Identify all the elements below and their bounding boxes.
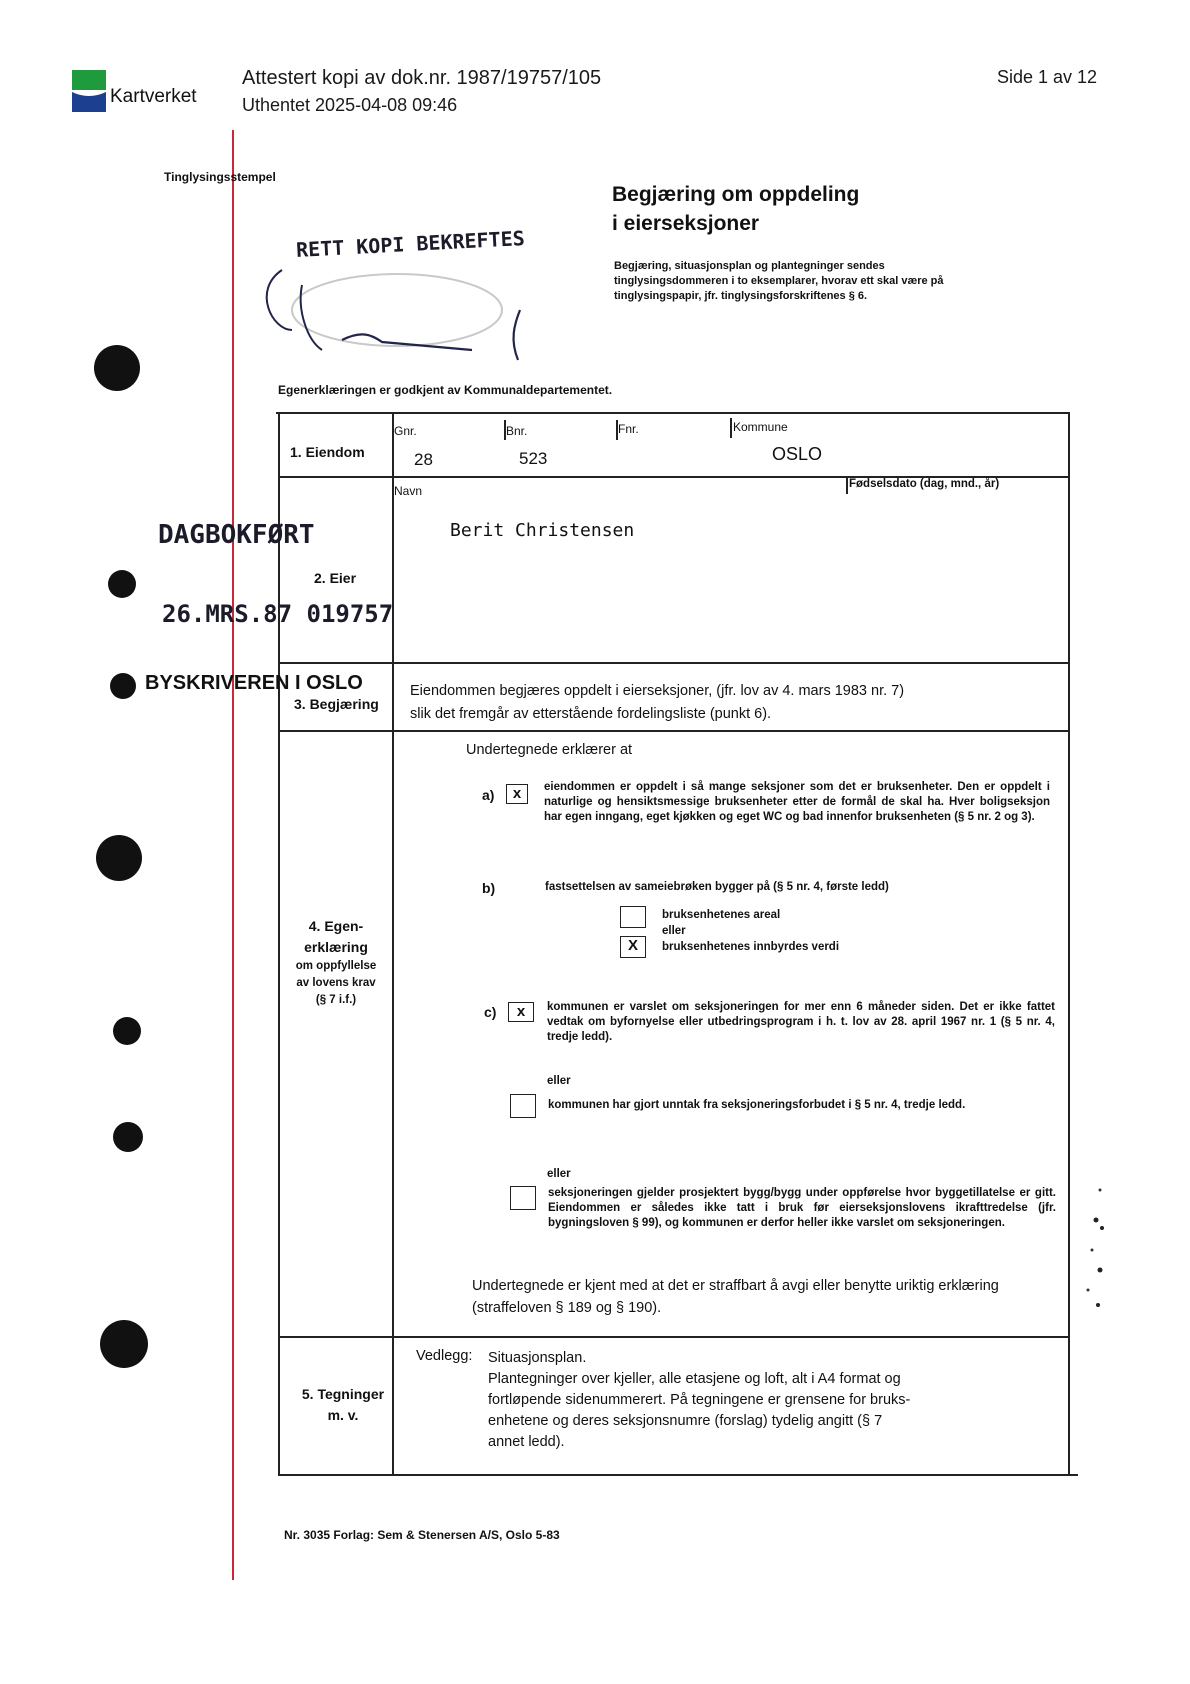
form-heading (612, 180, 859, 238)
table-border-top (276, 412, 1070, 414)
row-divider (278, 730, 1070, 732)
begjaering-line2: slik det fremgår av etterstående fordelingsliste (punkt 6). (410, 706, 772, 722)
field-divider (846, 478, 848, 494)
section1-label: 1. Eiendom (290, 444, 365, 460)
form-heading-line1: Begjæring om oppdeling (612, 183, 860, 206)
item-b-option2: bruksenhetenes innbyrdes verdi (662, 941, 840, 953)
item-a-checkbox[interactable]: x (506, 784, 528, 804)
item-c-eller-1: eller (547, 1075, 571, 1087)
section2-label: 2. Eier (314, 570, 357, 586)
item-b-letter: b) (482, 880, 496, 896)
form-intro: Begjæring, situasjonsplan og plantegninger sendes tinglysingsdommeren i to eksemplarer, hvorav ett skal være på tinglysingspapir, jfr. tinglysingsforskriftenes § 6. (614, 260, 944, 302)
form-heading-line2: i eierseksjoner (612, 212, 760, 235)
item-a-text: eiendommen er oppdelt i så mange seksjoner som det er bruksenheter. Den er oppdelt i naturlige og hensiktsmessige bruksenheter etter de formål de skal ha. Hver boligseksjon har egen inngang, eget kjøkken og eget WC og bad innenfor bruksenheten (§ 5 nr. 2 og 3). (544, 781, 1050, 823)
bnr-value: 523 (519, 449, 548, 468)
item-c-option3-checkbox[interactable] (510, 1186, 536, 1210)
item-c-option2-checkbox[interactable] (510, 1094, 536, 1118)
vedlegg-line1: Situasjonsplan. (488, 1350, 587, 1366)
section4-label-line1: 4. Egen- (308, 918, 364, 934)
punch-hole (96, 835, 142, 881)
section4-label-line4: av lovens krav (296, 977, 376, 989)
begjaering-text (410, 680, 904, 726)
punch-hole (100, 1320, 148, 1368)
punch-hole (113, 1017, 141, 1045)
section5-label-line2: m. v. (327, 1407, 359, 1423)
item-c-text: kommunen er varslet om seksjoneringen for mer enn 6 måneder siden. Det er ikke fattet vedtak om byfornyelse eller utbedringsprogram i h. t. lov av 28. april 1967 nr. 1 (§ 5 nr. 4, tredje ledd). (547, 1001, 1055, 1043)
item-c-option2: kommunen har gjort unntak fra seksjoneringsforbudet i § 5 nr. 4, tredje ledd. (548, 1099, 966, 1111)
section3-label: 3. Begjæring (294, 696, 379, 712)
bnr-label: Bnr. (506, 424, 528, 438)
fnr-label: Fnr. (618, 422, 639, 436)
vedlegg-line4: enhetene og deres seksjonsnumre (forslag) tydelig angitt (§ 7 (488, 1413, 883, 1429)
logo-text: Kartverket (110, 86, 197, 107)
kommune-label: Kommune (733, 420, 788, 434)
punch-hole (113, 1122, 143, 1152)
page-indicator: Side 1 av 12 (997, 67, 1098, 87)
form-footer: Nr. 3035 Forlag: Sem & Stenersen A/S, Oslo 5-83 (284, 1528, 560, 1542)
item-b-option2-checkbox[interactable]: X (620, 936, 646, 958)
item-a-letter: a) (482, 787, 495, 803)
dagbokfort-stamp: DAGBOKFØRT (158, 520, 315, 550)
section4-label-line2: erklæring (304, 939, 368, 955)
gnr-value: 28 (414, 450, 433, 469)
navn-label: Navn (394, 484, 423, 498)
section5-label-line1: 5. Tegninger (301, 1386, 385, 1402)
begjaering-line1: Eiendommen begjæres oppdelt i eierseksjoner, (jfr. lov av 4. mars 1983 nr. 7) (410, 683, 905, 699)
punch-hole (94, 345, 140, 391)
declaration-intro: Undertegnede erklærer at (466, 742, 633, 758)
section4-label (280, 916, 392, 1009)
item-c-letter: c) (484, 1004, 497, 1020)
item-c-checkbox[interactable]: x (508, 1002, 534, 1022)
section5-label (280, 1384, 406, 1426)
table-border-bottom (280, 1474, 1078, 1476)
byskriver-stamp: BYSKRIVEREN I OSLO (145, 672, 363, 694)
vedlegg-label: Vedlegg: (416, 1348, 473, 1364)
punch-hole (110, 673, 136, 699)
item-b-eller: eller (662, 925, 686, 937)
vedlegg-text (488, 1348, 910, 1453)
vedlegg-line2: Plantegninger over kjeller, alle etasjene og loft, alt i A4 format og (488, 1371, 901, 1387)
vedlegg-line5: annet ledd). (488, 1434, 565, 1450)
rett-kopi-stamp: RETT KOPI BEKREFTES (295, 226, 526, 262)
document-title: Attestert kopi av dok.nr. 1987/19757/105 (242, 67, 602, 89)
vedlegg-line3: fortløpende sidenummerert. På tegningene er grensene for bruks- (488, 1392, 911, 1408)
row-divider (278, 662, 1070, 664)
signature-stamp (262, 250, 542, 390)
kartverket-logo-icon (72, 70, 106, 112)
dagbok-date-stamp: 26.MRS.87 019757 (162, 600, 394, 628)
owner-name: Berit Christensen (450, 520, 635, 541)
approval-note: Egenerklæringen er godkjent av Kommunaldepartementet. (278, 383, 613, 397)
item-c-eller-2: eller (547, 1168, 571, 1180)
scan-specks (1080, 1180, 1110, 1320)
item-b-text: fastsettelsen av sameiebrøken bygger på (§ 5 nr. 4, første ledd) (545, 881, 889, 893)
section4-label-line5: (§ 7 i.f.) (315, 994, 357, 1006)
retrieved-timestamp: Uthentet 2025-04-08 09:46 (242, 95, 458, 115)
section4-label-line3: om oppfyllelse (295, 960, 377, 972)
table-column-divider (392, 412, 394, 1476)
row-divider (278, 1336, 1070, 1338)
fodselsdato-label: Fødselsdato (dag, mnd., år) (849, 478, 1000, 490)
kommune-value: OSLO (772, 444, 823, 464)
item-b-option1: bruksenhetenes areal (662, 909, 781, 921)
stamp-area-label: Tinglysingsstempel (164, 170, 276, 184)
gnr-label: Gnr. (394, 424, 417, 438)
punch-hole (108, 570, 136, 598)
kartverket-logo (72, 70, 106, 112)
field-divider (730, 418, 732, 438)
item-b-option1-checkbox[interactable] (620, 906, 646, 928)
item-c-option3: seksjoneringen gjelder prosjektert bygg/bygg under oppførelse hvor byggetillatelse er gitt. Eiendommen er således ikke tatt i bruk før eierseksjonslovens ikrafttredelse (jfr. bygningsloven § 99), og kommunen er derfor heller ikke varslet om seksjoneringen. (548, 1187, 1056, 1229)
margin-line (232, 130, 234, 1580)
false-declaration-warning: Undertegnede er kjent med at det er straffbart å avgi eller benytte uriktig erklæring (straffeloven § 189 og § 190). (472, 1278, 999, 1316)
